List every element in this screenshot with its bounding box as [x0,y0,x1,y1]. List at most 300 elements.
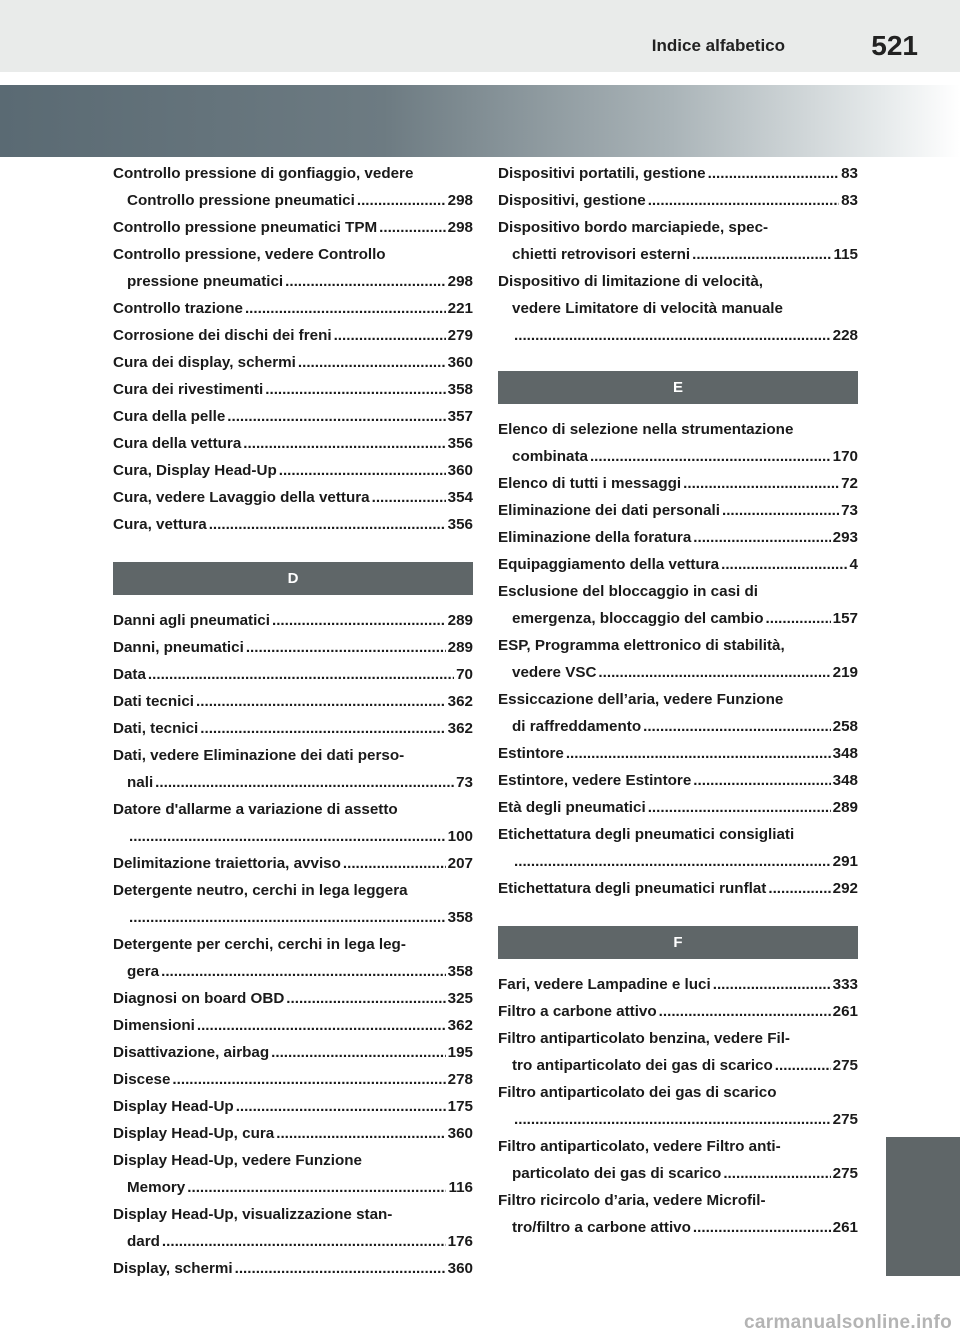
page-reference: 298 [447,273,473,290]
index-entries-d-cont [498,160,858,349]
header-title: Indice alfabetico [651,36,785,55]
index-entry-line [498,794,858,821]
index-entry [113,796,473,850]
index-entries-d [113,607,473,1282]
dot-leader [514,322,831,349]
dot-leader [693,767,830,794]
index-entry-text: Display Head-Up, visualizzazione stan- [113,1206,393,1223]
index-entry-line [113,457,473,484]
page-reference: 195 [447,1044,473,1061]
index-entry-text: vedere VSC [512,664,597,681]
dot-leader [723,1160,830,1187]
index-entry-line [498,1133,858,1160]
dot-leader [172,1066,445,1093]
dot-leader [648,187,839,214]
index-entry-line [113,769,473,796]
index-entry-line [498,1106,858,1133]
index-entry-text: Etichettatura degli pneumatici consigliati [498,826,795,843]
index-entry-line [113,661,473,688]
section-header-e: E [498,371,858,404]
index-entry-line [498,875,858,902]
index-entry-text: Dispositivi, gestione [498,192,646,209]
index-entry [113,322,473,349]
index-entry-line [113,715,473,742]
index-entry-text: Cura, vedere Lavaggio della vettura [113,489,370,506]
dot-leader [598,659,830,686]
dot-leader [243,430,445,457]
dot-leader [227,403,445,430]
page-reference: 298 [447,192,473,209]
index-entry-text: tro antiparticolato dei gas di scarico [512,1057,773,1074]
page-reference: 275 [832,1111,858,1128]
index-entry [113,160,473,214]
index-entry-line [498,187,858,214]
index-entry-text: Elenco di tutti i messaggi [498,475,682,492]
index-entry-line [498,295,858,322]
page-reference: 348 [832,745,858,762]
index-entry-line [113,511,473,538]
index-entry-text: Filtro antiparticolato, vedere Filtro anti- [498,1138,781,1155]
index-entry-line [113,796,473,823]
dot-leader [272,607,446,634]
index-entry-line [498,497,858,524]
index-entry-text: emergenza, bloccaggio del cambio [512,610,764,627]
index-entry-text: Disattivazione, airbag [113,1044,270,1061]
page-reference: 356 [447,516,473,533]
dot-leader [768,875,830,902]
dot-leader [693,1214,831,1241]
page-reference: 362 [447,720,473,737]
index-entry-text: Cura della vettura [113,435,242,452]
index-entry [113,1093,473,1120]
index-entry [498,214,858,268]
index-entry-line [498,713,858,740]
index-entry [498,632,858,686]
page-reference: 348 [832,772,858,789]
dot-leader [590,443,831,470]
index-entry [113,1012,473,1039]
page-reference: 289 [447,639,473,656]
dot-leader [245,295,446,322]
index-entry-text: Esclusione del bloccaggio in casi di [498,583,758,600]
index-entry-line [113,1120,473,1147]
index-entry-line [498,416,858,443]
index-entry [113,511,473,538]
index-entry [498,268,858,349]
page-reference: 354 [447,489,473,506]
dot-leader [692,241,831,268]
index-entry-text: Memory [127,1179,186,1196]
page-reference: 116 [448,1179,473,1196]
watermark: carmanualsonline.info [744,1312,952,1333]
page-reference: 325 [447,990,473,1007]
dot-leader [187,1174,446,1201]
dot-leader [379,214,446,241]
index-entry [498,551,858,578]
index-entry-text: Dimensioni [113,1017,195,1034]
page-reference: 275 [832,1165,858,1182]
index-entry-text: ESP, Programma elettronico di stabilità, [498,637,785,654]
index-entry-text: Cura, vettura [113,516,207,533]
page-reference: 289 [447,612,473,629]
index-entry-text: Estintore, vedere Estintore [498,772,692,789]
index-entry [113,241,473,295]
index-entry-text: Display Head-Up, cura [113,1125,275,1142]
index-entry-text: Fari, vedere Lampadine e luci [498,976,711,993]
index-entry-text: Controllo pressione pneumatici TPM [113,219,378,236]
index-entry-line [113,1255,473,1282]
index-entry-text: gera [127,963,160,980]
index-entry-line [498,268,858,295]
page-reference: 360 [447,1125,473,1142]
dot-leader [155,769,454,796]
page-reference: 83 [841,192,858,209]
index-entry-line [113,688,473,715]
index-entry-line [113,295,473,322]
dot-leader [766,605,831,632]
section-header-f: F [498,926,858,959]
index-entry-text: Dispositivo di limitazione di velocità, [498,273,763,290]
index-entry-line [498,470,858,497]
index-entry [498,1025,858,1079]
index-entry-text: Dispositivo bordo marciapiede, spec- [498,219,769,236]
page-reference: 207 [447,855,473,872]
index-entries-e [498,416,858,902]
page-reference: 261 [832,1003,858,1020]
dot-leader [683,470,839,497]
index-entry-line [113,214,473,241]
index-entry-line [113,1174,473,1201]
page-reference: 115 [833,246,858,263]
index-entry-text: Equipaggiamento della vettura [498,556,720,573]
index-entry [498,875,858,902]
index-entry-text: Cura della pelle [113,408,226,425]
index-entry-line [113,1201,473,1228]
index-entry-text: Filtro antiparticolato benzina, vedere Fil- [498,1030,790,1047]
index-entry-text: Cura, Display Head-Up [113,462,277,479]
index-entry-line [113,1039,473,1066]
index-entry-line [498,1160,858,1187]
index-entry [113,877,473,931]
page-reference: 358 [447,963,473,980]
index-entry-text: Dati, tecnici [113,720,199,737]
index-entry [113,931,473,985]
dot-leader [659,998,831,1025]
index-entry [113,214,473,241]
index-entry-text: Display Head-Up, vedere Funzione [113,1152,362,1169]
page-reference: 176 [447,1233,473,1250]
index-entry-line [113,931,473,958]
index-entry [498,794,858,821]
dot-leader [514,1106,831,1133]
index-entry-text: Data [113,666,146,683]
index-entry-text: Filtro ricircolo d’aria, vedere Microfil- [498,1192,766,1209]
page-reference: 278 [447,1071,473,1088]
index-entry-text: Dispositivi portatili, gestione [498,165,706,182]
index-entry [498,998,858,1025]
index-entry [498,971,858,998]
dot-leader [693,524,830,551]
index-entry-text: Essiccazione dell’aria, vedere Funzione [498,691,784,708]
page-reference: 298 [447,219,473,236]
page-reference: 356 [447,435,473,452]
index-entry [498,767,858,794]
index-entry [113,607,473,634]
index-entry [498,187,858,214]
index-entry-line [498,551,858,578]
dot-leader [343,850,446,877]
index-entry-line [113,322,473,349]
index-entry [498,821,858,875]
dot-leader [200,715,445,742]
index-entry-line [498,848,858,875]
page-reference: 275 [832,1057,858,1074]
index-entry-text: Eliminazione dei dati personali [498,502,720,519]
page-reference: 221 [447,300,473,317]
index-entry-text: Controllo pressione di gonfiaggio, vedere [113,165,414,182]
index-entry-text: Discese [113,1071,171,1088]
index-entry [113,634,473,661]
index-entry-text: pressione pneumatici [127,273,284,290]
index-entry-text: Datore d'allarme a variazione di assetto [113,801,398,818]
index-entry-text: Controllo pressione, vedere Controllo [113,246,386,263]
dot-leader [334,322,446,349]
index-entry [113,403,473,430]
page-reference: 357 [447,408,473,425]
index-entry-line [498,1214,858,1241]
index-entry [498,740,858,767]
index-entry-text: Controllo pressione pneumatici [127,192,355,209]
header-banner [0,85,960,157]
page-reference: 358 [447,909,473,926]
index-entry [113,484,473,511]
page-reference: 157 [832,610,858,627]
page-reference: 175 [447,1098,473,1115]
index-entry-text: Eliminazione della foratura [498,529,692,546]
index-entry-line [113,877,473,904]
page-reference: 360 [447,1260,473,1277]
index-entry [113,1120,473,1147]
index-entries-f [498,971,858,1241]
index-entry-line [113,484,473,511]
index-entry-line [113,958,473,985]
page-reference: 261 [832,1219,858,1236]
dot-leader [285,268,446,295]
index-entry-text: Cura dei rivestimenti [113,381,264,398]
dot-leader [708,160,840,187]
page-reference: 360 [447,462,473,479]
index-entry-text: Età degli pneumatici [498,799,646,816]
index-entry-text: Detergente neutro, cerchi in lega leggera [113,882,408,899]
index-entry-text: nali [127,774,154,791]
page-reference: 228 [832,327,858,344]
dot-leader [566,740,831,767]
index-entry-text: Diagnosi on board OBD [113,990,285,1007]
index-entry-line [113,1228,473,1255]
index-entry-line [498,659,858,686]
index-entry-text: Controllo trazione [113,300,243,317]
index-entry [113,688,473,715]
dot-leader [514,848,831,875]
index-entry-text: Detergente per cerchi, cerchi in lega leg- [113,936,406,953]
dot-leader [236,1093,446,1120]
dot-leader [209,511,446,538]
index-entry [113,295,473,322]
index-entry-line [113,1093,473,1120]
page-reference: 292 [832,880,858,897]
page-reference: 289 [832,799,858,816]
index-entry [498,524,858,551]
dot-leader [648,794,831,821]
page-reference: 362 [447,693,473,710]
index-entry [113,1147,473,1201]
index-entry-line [113,349,473,376]
page-reference: 100 [447,828,473,845]
index-entry-text: Danni, pneumatici [113,639,244,656]
index-entry [113,742,473,796]
index-entry-line [498,767,858,794]
index-entry-text: Cura dei display, schermi [113,354,296,371]
index-entry [113,661,473,688]
index-entry-line [498,214,858,241]
index-entry-text: Dati tecnici [113,693,195,710]
index-entry-line [498,1025,858,1052]
index-entry [498,416,858,470]
dot-leader [148,661,454,688]
dot-leader [721,551,847,578]
index-entry [113,349,473,376]
dot-leader [129,823,446,850]
index-entry-line [113,742,473,769]
index-entry-line [113,1066,473,1093]
dot-leader [271,1039,446,1066]
index-entry-text: vedere Limitatore di velocità manuale [512,300,783,317]
index-entry-text: Estintore [498,745,564,762]
index-entry [113,376,473,403]
index-entry-line [498,971,858,998]
index-entry-line [498,578,858,605]
index-entry [498,578,858,632]
dot-leader [161,958,446,985]
index-entry-line [113,823,473,850]
page-reference: 70 [456,666,473,683]
index-entry-text: Elenco di selezione nella strumentazione [498,421,794,438]
dot-leader [196,688,446,715]
index-entry-text: Delimitazione traiettoria, avviso [113,855,341,872]
index-entry-line [113,850,473,877]
index-entry-text: di raffreddamento [512,718,642,735]
dot-leader [265,376,445,403]
page-reference: 279 [447,327,473,344]
chapter-tab [886,1137,960,1276]
index-entry-text: dard [127,1233,160,1250]
index-entry-text: Danni agli pneumatici [113,612,270,629]
index-entry-line [498,686,858,713]
index-entry [498,497,858,524]
page-reference: 73 [456,774,473,791]
page-reference: 333 [832,976,858,993]
dot-leader [298,349,446,376]
index-entry-text: Filtro antiparticolato dei gas di scarico [498,1084,777,1101]
index-entry [113,1255,473,1282]
index-entry-line [113,241,473,268]
page-reference: 258 [832,718,858,735]
index-entry [498,686,858,740]
index-entry-line [498,1052,858,1079]
index-column-right [498,160,858,1241]
index-entry [113,850,473,877]
dot-leader [775,1052,831,1079]
index-entry-line [498,160,858,187]
page-reference: 4 [849,556,858,573]
index-entry [498,160,858,187]
index-entry-line [113,376,473,403]
index-column-left [113,160,473,1282]
index-entry-line [113,607,473,634]
dot-leader [197,1012,446,1039]
index-entry-text: particolato dei gas di scarico [512,1165,722,1182]
index-entry-line [113,403,473,430]
index-entry-text: Etichettatura degli pneumatici runflat [498,880,767,897]
page-reference: 83 [841,165,858,182]
index-entries-c [113,160,473,538]
page-reference: 293 [832,529,858,546]
page-reference: 358 [447,381,473,398]
index-entry-line [113,904,473,931]
top-header-bar [0,0,960,72]
page-number: 521 [871,30,918,61]
index-entry-line [498,1187,858,1214]
index-entry-text: combinata [512,448,588,465]
index-entry-line [498,443,858,470]
dot-leader [713,971,831,998]
page-reference: 219 [832,664,858,681]
index-entry [498,470,858,497]
index-entry-line [113,1012,473,1039]
index-entry-line [113,634,473,661]
page-reference: 362 [447,1017,473,1034]
index-entry [113,715,473,742]
index-entry [113,1039,473,1066]
index-entry-text: Corrosione dei dischi dei freni [113,327,332,344]
index-entry-line [498,632,858,659]
page-reference: 170 [832,448,858,465]
index-entry-text: Filtro a carbone attivo [498,1003,657,1020]
dot-leader [162,1228,446,1255]
index-entry-line [113,1147,473,1174]
index-entry-text: tro/filtro a carbone attivo [512,1219,691,1236]
index-entry-line [113,268,473,295]
index-entry-line [498,998,858,1025]
index-entry [113,985,473,1012]
index-entry-text: Display, schermi [113,1260,233,1277]
index-entry-line [498,821,858,848]
page-reference: 73 [841,502,858,519]
index-entry-line [498,740,858,767]
dot-leader [286,985,445,1012]
dot-leader [279,457,446,484]
index-entry [113,1201,473,1255]
index-entry [498,1079,858,1133]
index-entry [113,457,473,484]
index-entry-line [498,605,858,632]
index-entry [113,430,473,457]
index-entry-line [113,985,473,1012]
page-reference: 72 [841,475,858,492]
index-entry-line [498,241,858,268]
dot-leader [246,634,446,661]
dot-leader [357,187,446,214]
